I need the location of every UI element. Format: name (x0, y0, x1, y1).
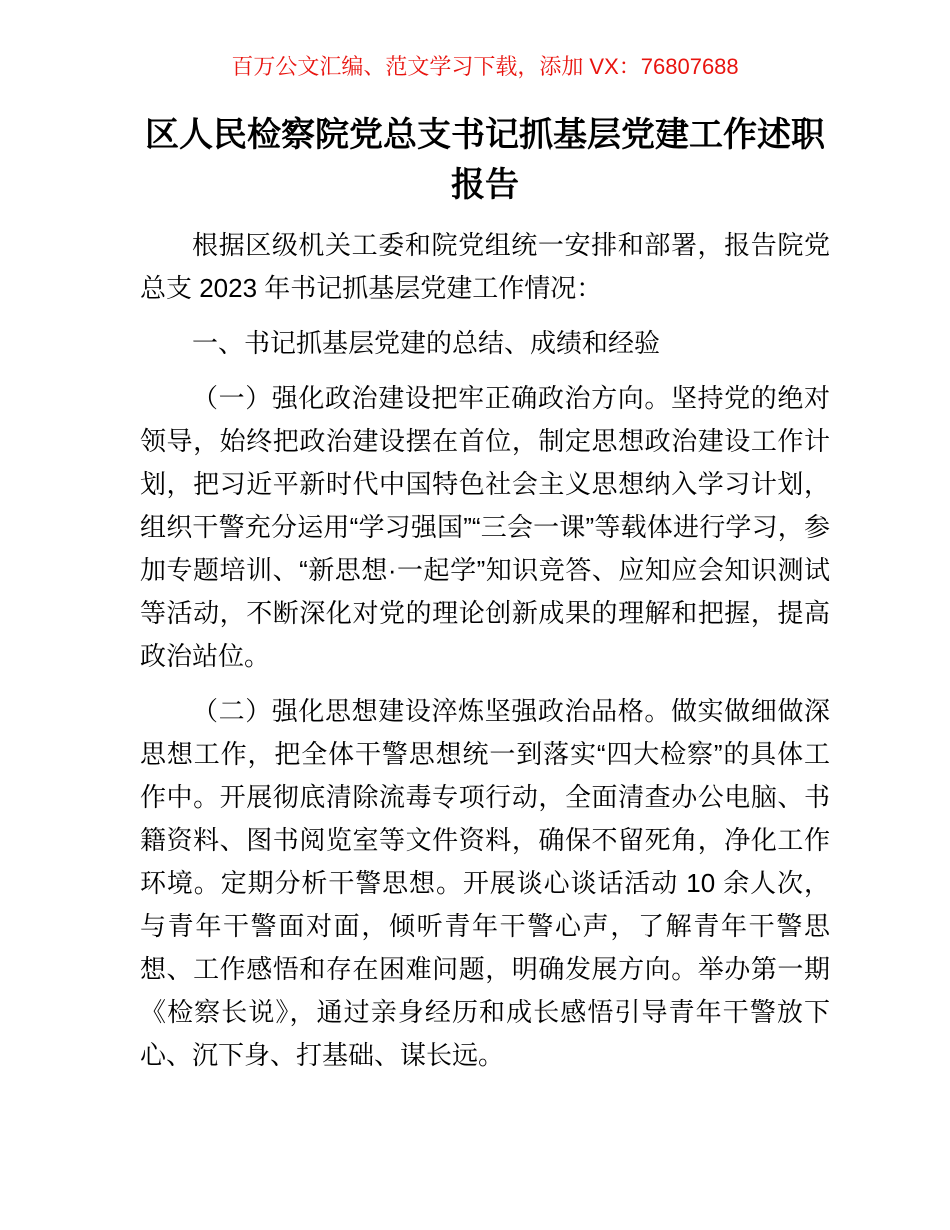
body-paragraph-2: （二）强化思想建设淬炼坚强政治品格。做实做细做深思想工作，把全体干警思想统一到落实“四大检察”的具体工作中。开展彻底清除流毒专项行动，全面清查办公电脑、书籍资料、图书阅览室等文件资料，确保不留死角，净化工作环境。定期分析干警思想。开展谈心谈话活动 10 余人次，与青年干警面对面，倾听青年干警心声，了解青年干警思想、工作感悟和存在困难问题，明确发展方向。举办第一期《检察长说》，通过亲身经历和成长感悟引导青年干警放下心、沉下身、打基础、谋长远。 (140, 696, 830, 1070)
section-heading-1: 一、书记抓基层党建的总结、成绩和经验 (192, 328, 661, 358)
watermark-header: 百万公文汇编、范文学习下载，添加 VX：76807688 (231, 54, 739, 79)
document-title: 区人民检察院党总支书记抓基层党建工作述职报告 (145, 116, 825, 204)
body-paragraph-1: （一）强化政治建设把牢正确政治方向。坚持党的绝对领导，始终把政治建设摆在首位，制定思想政治建设工作计划，把习近平新时代中国特色社会主义思想纳入学习计划，组织干警充分运用“学习强国”“三会一课”等载体进行学习，参加专题培训、“新思想·一起学”知识竞答、应知应会知识测试等活动，不断深化对党的理论创新成果的理解和把握，提高政治站位。 (140, 383, 830, 671)
intro-paragraph: 根据区级机关工委和院党组统一安排和部署，报告院党总支 2023 年书记抓基层党建工作情况： (140, 230, 830, 303)
